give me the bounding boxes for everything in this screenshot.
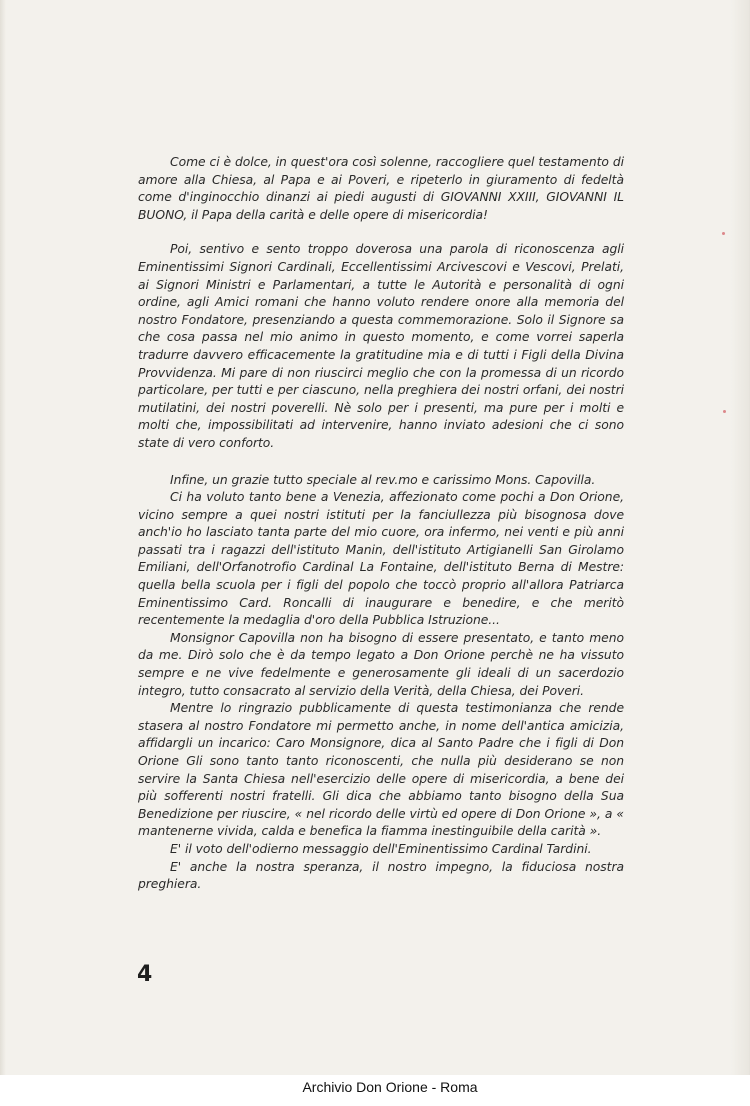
paragraph-closing: E' anche la nostra speranza, il nostro impegno, la fiduciosa nostra preghiera. [138,859,624,892]
archive-label: Archivio Don Orione - Roma [302,1079,478,1095]
paragraph-gratitude: Poi, sentivo e sento troppo doverosa una parola di riconoscenza agli Eminentissimi Signori Cardinali, Eccellentissimi Arcivescovi e Vescovi, Prelati, ai Signori Ministri e Parlamentari, a tutte le Autorità e personalità di ogni ordine, agli Amici romani che hanno voluto rendere onore alla memoria del nostro Fondatore, presenziando a questa commemorazione. Solo il Signore sa che cosa passa nel mio animo in questo momento, e come vorrei saperla tradurre davvero efficacemente la gratitudine mia e di tutti i Figli della Divina Provvidenza. Mi pare di non riuscirci meglio che con la promessa di un ricordo particolare, per tutti e per ciascuno, nella preghiera dei nostri orfani, dei nostri mutilatini, dei nostri poverelli. Nè solo per i presenti, ma pure per i molti e molti che, impossibilitati ad intervenire, hanno inviato adesioni che ci sono state di vero conforto. [138,242,624,450]
archive-footer [0,1075,750,1106]
paragraph-tardini: E' il voto dell'odierno messaggio dell'Eminentissimo Cardinal Tardini. [170,841,592,856]
page-right-edge [731,0,749,1075]
paragraph-incarico: Mentre lo ringrazio pubblicamente di questa testimonianza che rende stasera al nostro Fondatore mi permetto anche, in nome dell'antica amicizia, affidargli un incarico: Caro Monsignore, dica al Santo Padre che i figli di Don Orione Gli sono tanto tanto riconoscenti, che nulla più desiderano se non servire la Santa Chiesa nell'esercizio delle opere di misericordia, a bene dei più sofferenti nostri fratelli. Gli dica che abbiamo tanto bisogno della Sua Benedizione per riuscire, « nel ricordo delle virtù ed opere di Don Orione », a « mantenerne vivida, calda e benefica la fiamma inestinguibile della carità ». [138,701,624,839]
paragraph-venezia: Ci ha voluto tanto bene a Venezia, affezionato come pochi a Don Orione, vicino sempre a quei nostri istituti per la fanciullezza più bisognosa dove anch'io ho lasciato tanta parte del mio cuore, ora infermo, nei venti e più anni passati tra i ragazzi dell'istituto Manin, dell'istituto Artigianelli San Girolamo Emiliani, dell'Orfanotrofio Cardinal La Fontaine, dell'istituto Berna di Mestre: quella bella scuola per i figli del popolo che toccò proprio all'allora Patriarca Eminentissimo Card. Roncalli di inaugurare e benedire, e che meritò recentemente la medaglia d'oro della Pubblica Istruzione... [138,490,624,628]
paragraph-capovilla: Monsignor Capovilla non ha bisogno di essere presentato, e tanto meno da me. Dirò solo che è da tempo legato a Don Orione perchè ne ha vissuto sempre e ne vive fedelmente e generosamente gli ideali di un sacerdozio integro, tutto consacrato al servizio della Verità, della Chiesa, dei Poveri. [138,630,624,698]
red-speck-mark [723,410,726,413]
paragraph-special-thanks: Infine, un grazie tutto speciale al rev.mo e carissimo Mons. Capovilla. [170,472,596,487]
paragraph-dedication: Come ci è dolce, in quest'ora così solenne, raccogliere quel testamento di amore alla Chiesa, al Papa e ai Poveri, e ripeterlo in giuramento di fedeltà come d'inginocchio dinanzi ai piedi augusti di GIOVANNI XXIII, GIOVANNI IL BUONO, il Papa della carità e delle opere di misericordia! [138,155,624,222]
red-speck-mark [722,232,725,235]
page-body [138,154,624,894]
page-number: 4 [137,962,153,987]
page-left-edge [0,0,6,1075]
